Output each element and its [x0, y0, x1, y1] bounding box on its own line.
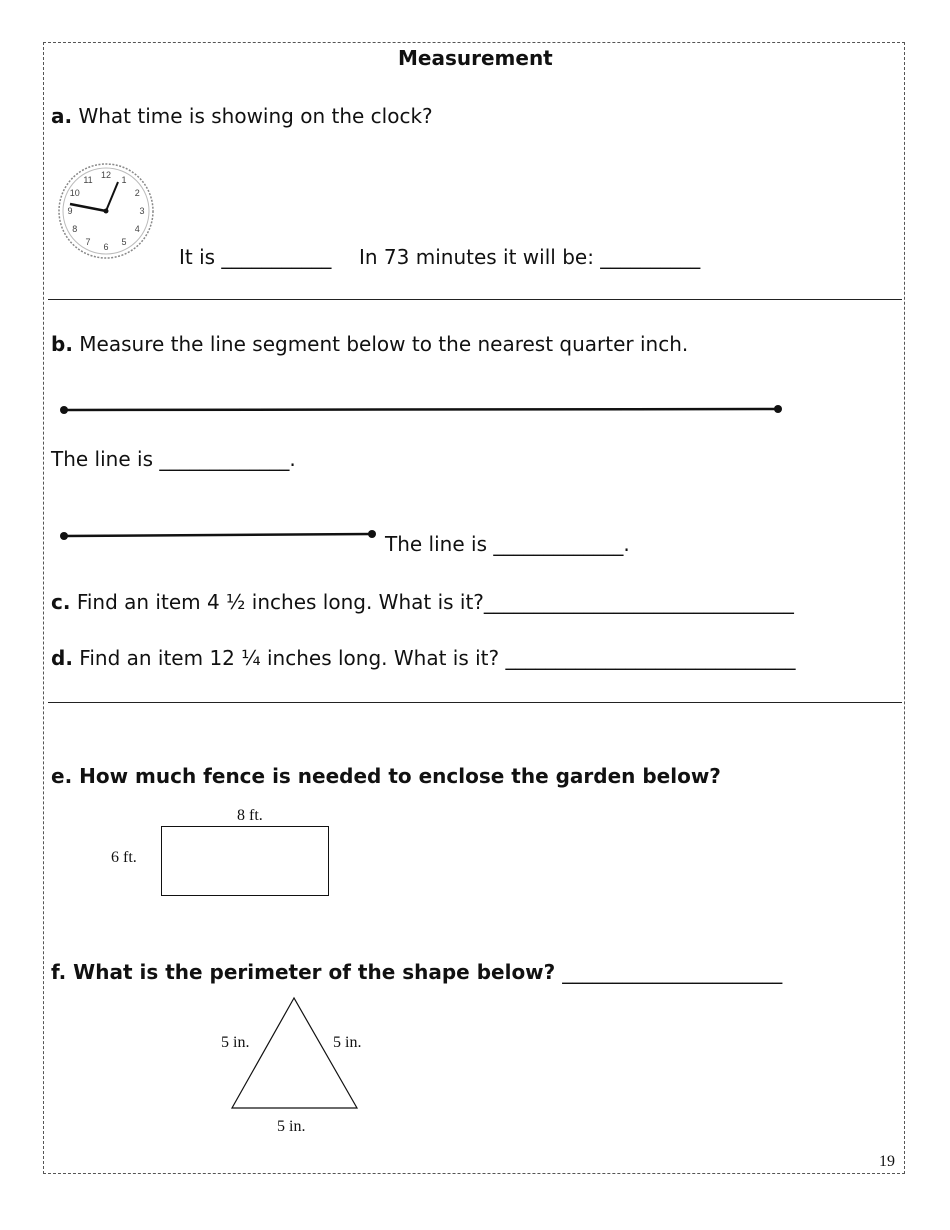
clock-numeral: 8 [72, 224, 78, 234]
question-d-text: Find an item 12 ¼ inches long. What is it? _____________________________ [79, 646, 796, 670]
triangle-shape [230, 996, 360, 1112]
question-b-text: Measure the line segment below to the nearest quarter inch. [79, 332, 689, 356]
clock-numeral: 7 [85, 237, 91, 248]
garden-side-label: 6 ft. [111, 849, 137, 866]
triangle-bottom-label: 5 in. [277, 1118, 306, 1135]
question-c-text: Find an item 4 ½ inches long. What is it?_______________________________ [76, 590, 794, 614]
clock-numeral: 5 [121, 237, 127, 248]
clock-numeral: 12 [100, 170, 112, 180]
page-number: 19 [879, 1153, 895, 1170]
question-a [51, 104, 433, 128]
question-f-text: f. What is the perimeter of the shape below? [51, 960, 556, 984]
question-c [51, 590, 794, 614]
current-time-blank: It is ___________ [179, 245, 332, 269]
question-f [51, 960, 782, 984]
clock-numeral: 9 [67, 206, 73, 216]
question-a-letter: a. [51, 104, 73, 128]
clock-numeral: 10 [69, 188, 80, 198]
clock-numeral: 4 [134, 224, 140, 234]
question-b-letter: b. [51, 332, 73, 356]
page-title: Measurement [398, 46, 553, 70]
short-line-segment [58, 526, 380, 546]
clock-numeral: 11 [83, 174, 93, 185]
long-line-segment [58, 400, 788, 420]
clock-numeral: 3 [139, 206, 145, 216]
line-2-answer: The line is _____________. [385, 532, 630, 556]
question-d [51, 646, 795, 670]
divider-1 [48, 299, 902, 300]
question-f-blank: ______________________ [562, 960, 783, 984]
clock-icon [58, 160, 158, 260]
garden-top-label: 8 ft. [237, 807, 263, 824]
later-time-blank: In 73 minutes it will be: __________ [359, 245, 701, 269]
divider-2 [48, 702, 902, 703]
triangle-right-label: 5 in. [333, 1034, 362, 1051]
clock-numeral: 1 [121, 174, 127, 185]
question-c-letter: c. [51, 590, 71, 614]
triangle-left-label: 5 in. [221, 1034, 250, 1051]
question-a-text: What time is showing on the clock? [78, 104, 433, 128]
line-1-answer: The line is _____________. [51, 447, 296, 471]
question-e: e. How much fence is needed to enclose the garden below? [51, 764, 721, 788]
clock-numeral: 6 [103, 242, 109, 252]
question-d-letter: d. [51, 646, 73, 670]
question-b [51, 332, 688, 356]
clock-numeral: 2 [134, 188, 140, 198]
garden-rectangle [161, 826, 329, 896]
